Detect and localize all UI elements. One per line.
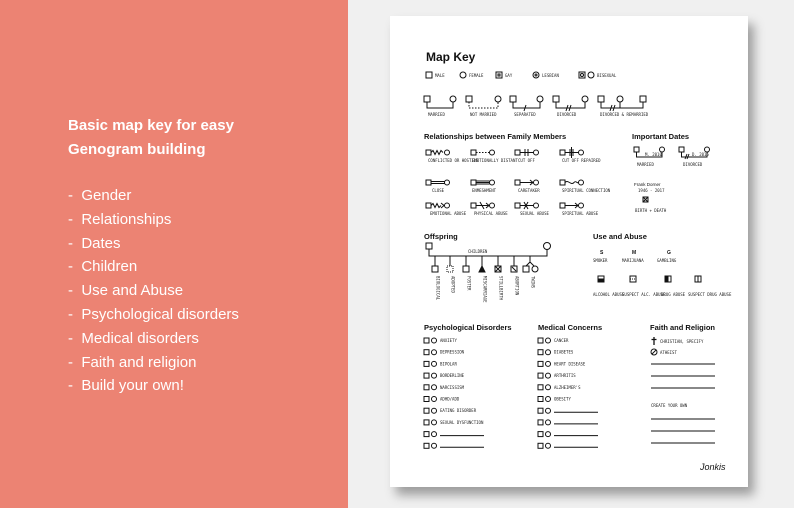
feature-item: - Faith and religion [68, 351, 239, 375]
condition-label: ADHD/ADD [440, 396, 460, 402]
square-marker-icon [538, 443, 543, 448]
date-mark: D. 2015 [692, 152, 709, 157]
marijuana-symbol: M [632, 250, 637, 256]
rel-male-icon [426, 150, 431, 155]
relationship-label: PHYSICAL ABUSE [474, 211, 508, 216]
spiritual-abuse-line-icon [565, 203, 579, 208]
offspring-label: ADOPTED [450, 276, 456, 293]
marriage-label: DIVORCED [557, 112, 577, 117]
drug-abuse-fill-icon [665, 276, 668, 282]
circle-marker-icon [432, 361, 437, 366]
relationship-label: CARETAKER [518, 188, 540, 193]
children-drop-lines-icon [435, 256, 534, 266]
parent-female-icon [544, 243, 551, 250]
rel-female-icon [579, 150, 584, 155]
cutoff-repaired-line-icon [565, 147, 579, 158]
square-marker-icon [424, 420, 429, 425]
feature-item: - Use and Abuse [68, 279, 239, 303]
circle-marker-icon [546, 373, 551, 378]
offspring-label: MISCARRIAGE [482, 276, 488, 303]
cross-icon [652, 337, 657, 345]
bisexual-circle-icon [588, 72, 594, 78]
square-marker-icon [424, 385, 429, 390]
condition-label: CANCER [554, 338, 569, 343]
rel-female-icon [579, 180, 584, 185]
rel-female-icon [579, 203, 584, 208]
condition-label: ALZHEIMER'S [554, 384, 581, 390]
condition-label: SEXUAL DYSFUNCTION [440, 419, 484, 425]
use-label: MARIJUANA [622, 258, 644, 263]
condition-label: BIPOLAR [440, 361, 457, 367]
condition-label: DEPRESSION [440, 349, 465, 355]
marriage-row [424, 96, 649, 117]
feature-item: - Gender [68, 184, 239, 208]
use-label: SMOKER [593, 258, 608, 263]
square-marker-icon [424, 443, 429, 448]
rel-female-icon [445, 180, 450, 185]
gambling-symbol: G [667, 250, 671, 256]
rel-male-icon [515, 180, 520, 185]
remarried-line-icon [601, 102, 643, 111]
circle-marker-icon [546, 443, 551, 448]
gender-label: FEMALE [469, 73, 484, 78]
square-marker-icon [538, 361, 543, 366]
rel-male-icon [560, 150, 565, 155]
physical-abuse-line-icon [476, 202, 490, 209]
marriage-label: DIVORCED & REMARRIED [600, 112, 649, 117]
children-label: CHILDREN [468, 249, 488, 254]
psych-heading: Psychological Disorders [424, 323, 512, 332]
circle-marker-icon [546, 385, 551, 390]
circle-marker-icon [432, 420, 437, 425]
lesbian-symbol-icon [533, 72, 539, 78]
condition-label: HEART DISEASE [554, 361, 586, 367]
abuse-label: SUSPECT DRUG ABUSE [688, 292, 732, 297]
feature-item: - Children [68, 255, 239, 279]
medical-list [538, 338, 598, 448]
miscarriage-icon [479, 266, 485, 272]
bisexual-inner-icon [581, 74, 584, 77]
circle-marker-icon [546, 338, 551, 343]
condition-label: ARTHRITIS [554, 373, 576, 379]
relationship-label: CUT OFF REPAIRED [562, 158, 601, 163]
rel-male-icon [560, 180, 565, 185]
gender-label: BISEXUAL [597, 73, 617, 78]
gay-inner-icon [498, 74, 500, 76]
relationship-label: EMOTIONALLY DISTANT [472, 158, 518, 163]
rel-male-icon [515, 150, 520, 155]
offspring-label: TWINS [530, 276, 536, 289]
feature-item: - Psychological disorders [68, 303, 239, 327]
relationship-label: ENMESHMENT [472, 188, 497, 193]
condition-label: BORDERLINE [440, 373, 465, 379]
conflicted-line-icon [431, 151, 443, 155]
square-marker-icon [538, 408, 543, 413]
separated-male-icon [510, 96, 516, 102]
male-symbol-icon [426, 72, 432, 78]
condition-label: NARCISSISM [440, 384, 465, 390]
psych-list [424, 338, 484, 448]
feature-item: - Relationships [68, 208, 239, 232]
feature-item: - Dates [68, 232, 239, 256]
marriage-label: NOT MARRIED [470, 112, 497, 117]
remarried-male2-icon [640, 96, 646, 102]
married-line-icon [427, 102, 453, 108]
divorced-line-icon [556, 102, 585, 111]
atheist-slash-icon [652, 350, 656, 354]
relationship-label: SEXUAL ABUSE [520, 211, 549, 216]
offspring-labels [436, 276, 536, 303]
marriage-label: MARRIED [428, 112, 445, 117]
not-married-male-icon [466, 96, 472, 102]
offspring-label: ABORTION [514, 276, 520, 296]
square-marker-icon [538, 432, 543, 437]
circle-marker-icon [432, 338, 437, 343]
abuse-label: DRUG ABUSE [661, 292, 686, 297]
rel-male-icon [426, 203, 431, 208]
not-married-line-icon [469, 102, 498, 108]
rel-male-icon [471, 203, 476, 208]
death-cross-icon [643, 197, 648, 202]
close-line-icon [431, 182, 445, 184]
person-years: 1946 - 2017 [638, 188, 665, 193]
date-label: MARRIED [637, 162, 654, 167]
sheet-title: Map Key [426, 50, 476, 64]
spiritual-connection-line-icon [565, 181, 579, 183]
square-marker-icon [424, 361, 429, 366]
emotional-abuse-line-icon [431, 203, 444, 208]
stillbirth-cross-icon [495, 266, 501, 272]
divorced-male-icon [553, 96, 559, 102]
separated-line-icon [513, 102, 540, 111]
faith-blank-lines [651, 364, 715, 388]
cutoff-line-icon [520, 149, 534, 156]
circle-marker-icon [546, 397, 551, 402]
dates-heading: Important Dates [632, 132, 690, 141]
date-male-icon [679, 147, 684, 152]
promo-headline: Basic map key for easy Genogram building [68, 117, 234, 158]
square-marker-icon [538, 397, 543, 402]
relationship-label: SPIRITUAL ABUSE [562, 211, 599, 216]
date-mark: M. 2010 [645, 152, 662, 157]
rel-female-icon [445, 203, 450, 208]
not-married-female-icon [495, 96, 501, 102]
square-marker-icon [538, 373, 543, 378]
square-marker-icon [424, 397, 429, 402]
bisexual-symbol-icon [579, 72, 585, 78]
parents-line-icon [429, 249, 547, 256]
gender-row [426, 72, 617, 78]
offspring-tree [426, 243, 551, 304]
divorced-female-icon [582, 96, 588, 102]
rel-male-icon [471, 180, 476, 185]
smoker-symbol: S [600, 250, 604, 256]
square-marker-icon [538, 338, 543, 343]
offspring-label: FOSTER [466, 276, 472, 291]
use-abuse-heading: Use and Abuse [593, 232, 647, 241]
alcohol-abuse-fill-icon [598, 279, 604, 282]
faith-label: CHRISTIAN, SPECIFY [660, 339, 704, 344]
square-marker-icon [538, 385, 543, 390]
relationships-heading: Relationships between Family Members [424, 132, 567, 141]
create-own-label: CREATE YOUR OWN [651, 403, 688, 408]
married-female-icon [450, 96, 456, 102]
relationship-label: CLOSE [432, 188, 445, 193]
faith-label: ATHEIST [660, 350, 677, 355]
faith-list [651, 337, 715, 443]
map-key-sheet [390, 16, 748, 487]
gender-label: LESBIAN [542, 73, 559, 78]
promo-panel [0, 0, 348, 508]
rel-female-icon [534, 180, 539, 185]
rel-female-icon [490, 150, 495, 155]
foster-child-icon [463, 266, 469, 272]
offspring-heading: Offspring [424, 232, 458, 241]
rel-female-icon [534, 150, 539, 155]
circle-marker-icon [432, 350, 437, 355]
married-male-icon [424, 96, 430, 102]
gay-symbol-icon [496, 72, 502, 78]
circle-marker-icon [546, 432, 551, 437]
separated-female-icon [537, 96, 543, 102]
rel-female-icon [445, 150, 450, 155]
square-marker-icon [424, 350, 429, 355]
relationship-label: CONFLICTED OR HOSTILE [428, 158, 479, 163]
circle-marker-icon [432, 432, 437, 437]
use-label: GAMBLING [657, 258, 677, 263]
twin-female-icon [532, 266, 538, 272]
use-abuse-block [593, 250, 732, 297]
circle-marker-icon [432, 397, 437, 402]
circle-marker-icon [546, 361, 551, 366]
dates-block [634, 147, 710, 213]
rel-male-icon [426, 180, 431, 185]
biological-child-icon [432, 266, 438, 272]
twin-male-icon [523, 266, 529, 272]
square-marker-icon [424, 408, 429, 413]
square-marker-icon [424, 338, 429, 343]
circle-marker-icon [546, 408, 551, 413]
offspring-label: STILLBIRTH [498, 276, 504, 301]
rel-female-icon [490, 203, 495, 208]
person-name: Frank Dorner [634, 182, 661, 187]
condition-label: DIABETES [554, 349, 574, 355]
adopted-child-icon [447, 266, 453, 272]
abuse-label: SUSPECT ALC. ABUSE [622, 292, 666, 297]
medical-heading: Medical Concerns [538, 323, 603, 332]
circle-marker-icon [432, 373, 437, 378]
square-marker-icon [538, 420, 543, 425]
feature-list [68, 184, 239, 398]
lesbian-inner-icon [535, 74, 537, 76]
square-marker-icon [538, 350, 543, 355]
rel-male-icon [471, 150, 476, 155]
square-marker-icon [424, 373, 429, 378]
abuse-label: ALCOHOL ABUSE [593, 292, 625, 297]
circle-marker-icon [546, 350, 551, 355]
marriage-label: SEPARATED [514, 112, 536, 117]
abortion-slash-icon [512, 267, 516, 271]
circle-marker-icon [432, 408, 437, 413]
signature: Jonkis [700, 462, 726, 472]
offspring-label: BIOLOGICAL [435, 276, 441, 301]
birth-death-label: BIRTH + DEATH [635, 208, 667, 213]
condition-label: OBESITY [554, 396, 571, 402]
date-male-icon [634, 147, 639, 152]
feature-item: - Build your own! [68, 374, 239, 398]
square-marker-icon [424, 432, 429, 437]
relationship-label: SPIRITUAL CONNECTION [562, 188, 611, 193]
rel-male-icon [560, 203, 565, 208]
remarried-female-icon [617, 96, 623, 102]
gender-label: GAY [505, 73, 513, 78]
feature-item: - Medical disorders [68, 327, 239, 351]
relationships-grid [426, 147, 611, 216]
create-own-lines [651, 419, 715, 443]
rel-male-icon [515, 203, 520, 208]
relationship-label: CUT OFF [518, 158, 535, 163]
faith-heading: Faith and Religion [650, 323, 715, 332]
rel-female-icon [534, 203, 539, 208]
relationship-label: EMOTIONAL ABUSE [430, 211, 467, 216]
parent-male-icon [426, 243, 432, 249]
caretaker-line-icon [520, 180, 534, 185]
remarried-male-icon [598, 96, 604, 102]
rel-female-icon [490, 180, 495, 185]
circle-marker-icon [432, 385, 437, 390]
gender-label: MALE [435, 73, 445, 78]
condition-label: ANXIETY [440, 338, 457, 343]
enmeshment-line-icon [476, 181, 490, 184]
map-key-drawing [390, 16, 748, 487]
circle-marker-icon [546, 420, 551, 425]
date-label: DIVORCED [683, 162, 703, 167]
condition-label: EATING DISORDER [440, 408, 477, 414]
circle-marker-icon [432, 443, 437, 448]
female-symbol-icon [460, 72, 466, 78]
sexual-abuse-line-icon [520, 202, 534, 209]
